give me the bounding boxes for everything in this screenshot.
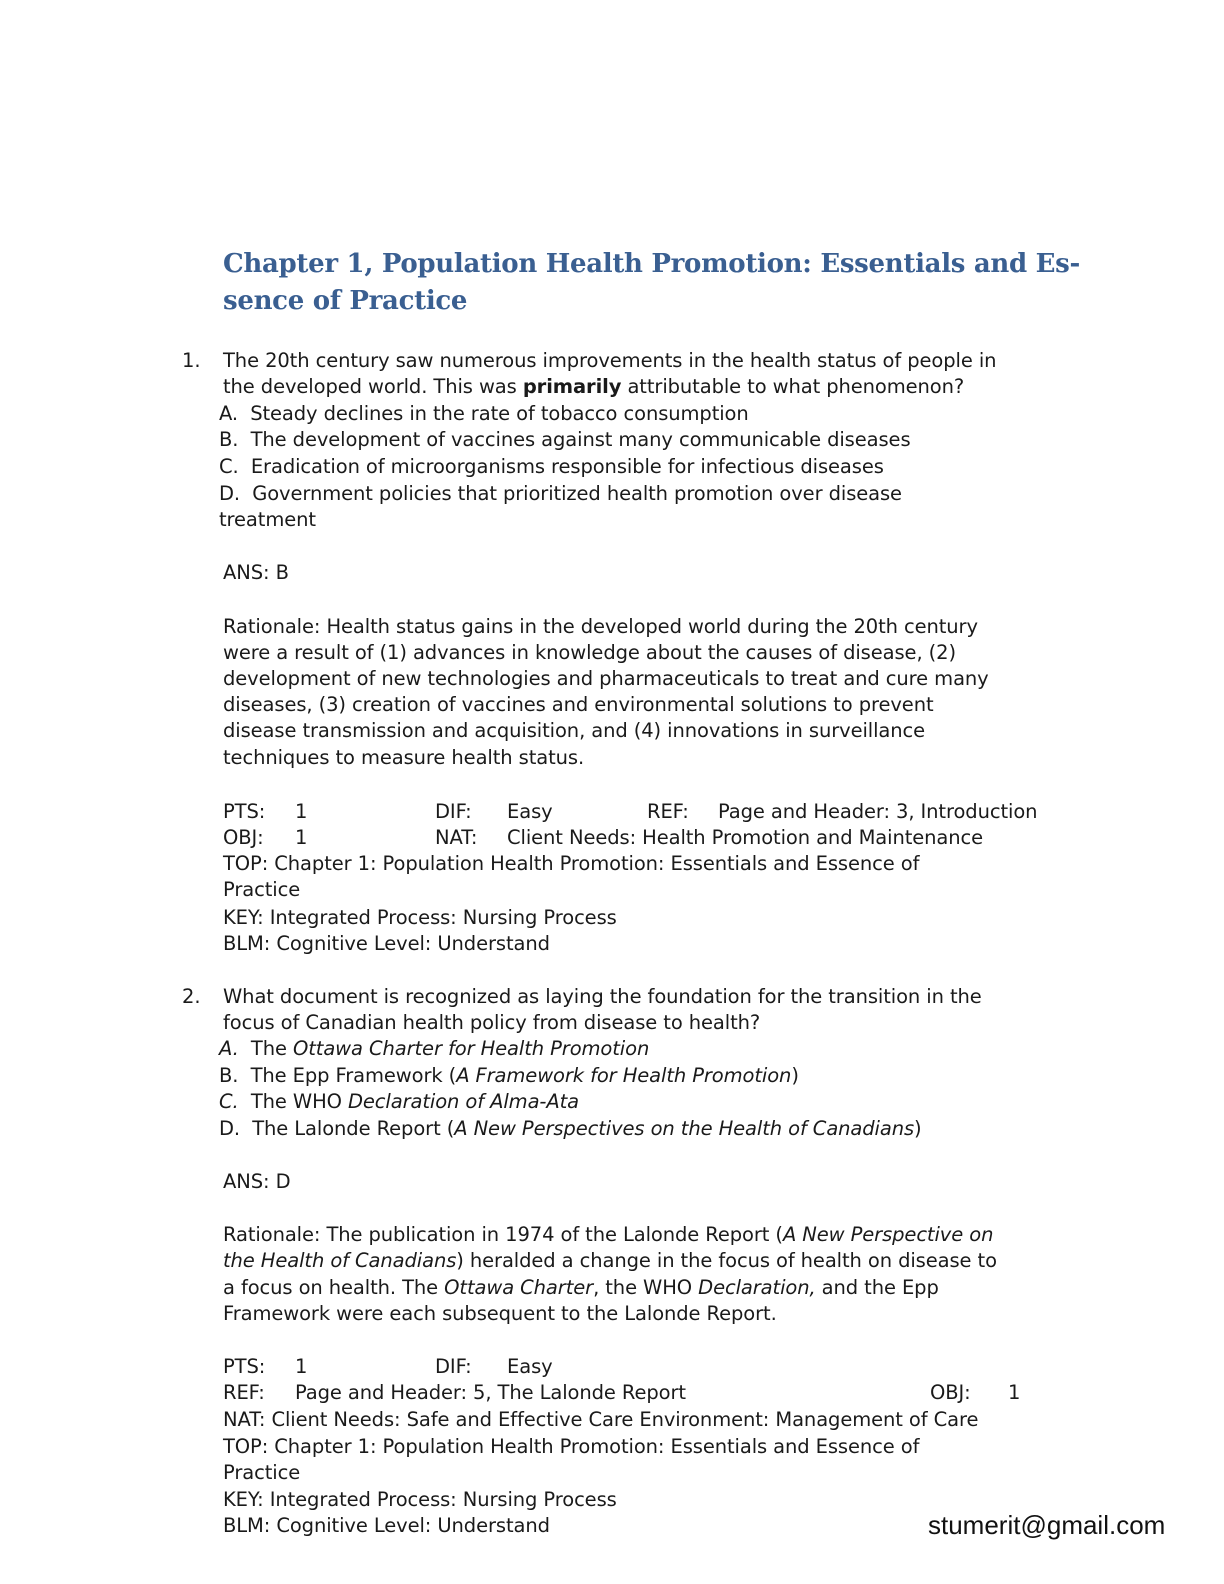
chapter-title-line-2: sence of Practice — [223, 286, 468, 316]
option-b: B. The development of vaccines against many communicable diseases — [219, 428, 911, 451]
blm-line: BLM: Cognitive Level: Understand — [223, 1514, 550, 1537]
option-d-continued: treatment — [219, 508, 316, 531]
rationale-line: the Health of Canadians) heralded a change in the focus of health on disease to — [223, 1249, 997, 1272]
dif-value: Easy — [507, 800, 553, 823]
ref-label: REF: — [223, 1381, 265, 1404]
obj-value: 1 — [1008, 1381, 1021, 1404]
option-a: A. Steady declines in the rate of tobacco consumption — [219, 402, 749, 425]
question-stem-line: the developed world. This was primarily attributable to what phenomenon? — [223, 375, 965, 398]
top-line: TOP: Chapter 1: Population Health Promotion: Essentials and Essence of — [223, 1435, 920, 1458]
rationale-line: Rationale: The publication in 1974 of the Lalonde Report (A New Perspective on — [223, 1223, 994, 1246]
question-stem-line: The 20th century saw numerous improvements in the health status of people in — [223, 349, 997, 372]
chapter-title-line-1: Chapter 1, Population Health Promotion: Essentials and Es- — [223, 249, 1080, 279]
pts-value: 1 — [295, 1355, 308, 1378]
option-c: C. Eradication of microorganisms responsible for infectious diseases — [219, 455, 884, 478]
question-number: 1. — [182, 349, 201, 372]
rationale-line: disease transmission and acquisition, and (4) innovations in surveillance — [223, 719, 926, 742]
ref-value: Page and Header: 3, Introduction — [718, 800, 1038, 823]
nat-value: Client Needs: Health Promotion and Maintenance — [507, 826, 984, 849]
chapter-title — [223, 246, 1103, 320]
obj-label: OBJ: — [223, 826, 264, 849]
dif-label: DIF: — [435, 1355, 472, 1378]
footer-email: stumerit@gmail.com — [928, 1510, 1166, 1540]
nat-line: NAT: Client Needs: Safe and Effective Care Environment: Management of Care — [223, 1408, 979, 1431]
top-line: Practice — [223, 878, 301, 901]
ref-label: REF: — [647, 800, 689, 823]
option-d: D. Government policies that prioritized health promotion over disease — [219, 482, 902, 505]
dif-value: Easy — [507, 1355, 553, 1378]
rationale-line: a focus on health. The Ottawa Charter, the WHO Declaration, and the Epp — [223, 1276, 939, 1299]
pts-label: PTS: — [223, 800, 266, 823]
pts-label: PTS: — [223, 1355, 266, 1378]
key-line: KEY: Integrated Process: Nursing Process — [223, 906, 617, 929]
pts-value: 1 — [295, 800, 308, 823]
question-stem-line: focus of Canadian health policy from disease to health? — [223, 1011, 761, 1034]
key-line: KEY: Integrated Process: Nursing Process — [223, 1488, 617, 1511]
rationale-line: diseases, (3) creation of vaccines and environmental solutions to prevent — [223, 693, 934, 716]
rationale-line: techniques to measure health status. — [223, 746, 585, 769]
option-d: D. The Lalonde Report (A New Perspectives on the Health of Canadians) — [219, 1117, 922, 1140]
top-line: Practice — [223, 1461, 301, 1484]
answer-key: ANS: D — [223, 1170, 291, 1193]
emphasis-text: primarily — [522, 375, 622, 398]
question-number: 2. — [182, 985, 201, 1008]
blm-line: BLM: Cognitive Level: Understand — [223, 932, 550, 955]
obj-label: OBJ: — [930, 1381, 971, 1404]
rationale-line: Rationale: Health status gains in the developed world during the 20th century — [223, 615, 978, 638]
option-a: A. The Ottawa Charter for Health Promotion — [219, 1037, 650, 1060]
ref-value: Page and Header: 5, The Lalonde Report — [295, 1381, 686, 1404]
answer-key: ANS: B — [223, 561, 289, 584]
rationale-line: development of new technologies and pharmaceuticals to treat and cure many — [223, 667, 989, 690]
nat-label: NAT: — [435, 826, 478, 849]
top-line: TOP: Chapter 1: Population Health Promotion: Essentials and Essence of — [223, 852, 920, 875]
dif-label: DIF: — [435, 800, 472, 823]
rationale-line: were a result of (1) advances in knowledge about the causes of disease, (2) — [223, 641, 956, 664]
option-b: B. The Epp Framework (A Framework for Health Promotion) — [219, 1064, 799, 1087]
question-stem-line: What document is recognized as laying the foundation for the transition in the — [223, 985, 982, 1008]
obj-value: 1 — [295, 826, 308, 849]
rationale-line: Framework were each subsequent to the Lalonde Report. — [223, 1302, 777, 1325]
option-c: C. The WHO Declaration of Alma-Ata — [219, 1090, 579, 1113]
